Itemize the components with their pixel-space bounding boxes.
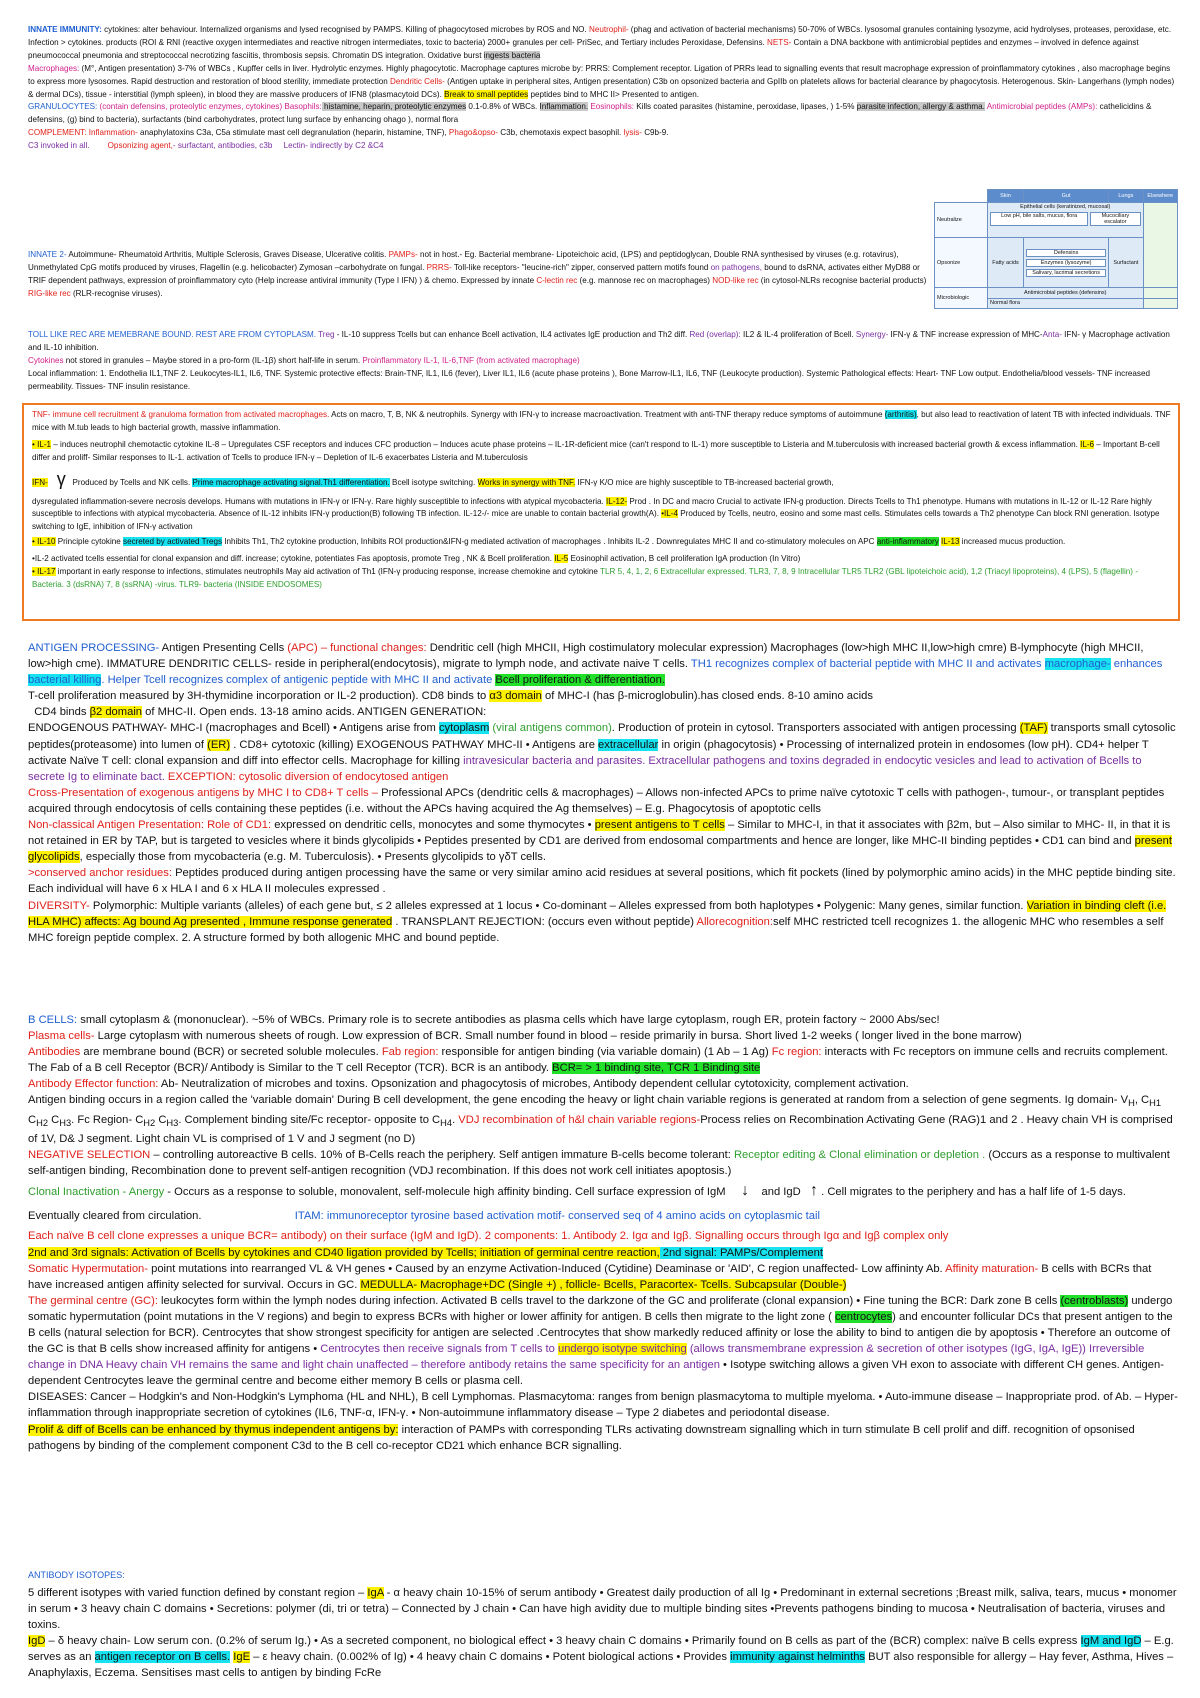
- innate-p3: GRANULOCYTES: (contain defensins, proteolytic enzymes, cytokines) Basophils: histamine, heparin, proteolytic enzymes 0.1-0.8% of WBCs. Inflammation. Eosinophils: Kills coated parasites (histamine, peroxidase, lipases, ) 1-5% parasite infection, allergy & asthma. Antimicrobial peptides (AMPs): cathelicidins & defensins, (g) bind to bacteria), surfactants (bind carbohydrates, protect lung surface by enhancing ohago ), normal flora: [28, 102, 1152, 125]
- mini-table-cell: Antimicrobial peptides (defensins): [988, 288, 1144, 298]
- bcells-p4: Antibody Effector function: Ab- Neutralization of microbes and toxins. Opsonization and phagocytosis of microbes, Antibody dependent cellular cytotoxicity, complement activation.: [28, 1078, 909, 1091]
- innate-p1: INNATE IMMUNITY: cytokines: alter behaviour. Internalized organisms and lysed recognised by PAMPS. Killing of phagocytosed microbes by ROS and NO. Neutrophil- (phag and activation of bacterial mechanisms) 50-70% of WBCs. lysosomal granules containing lysozyme, acid hydrolyses, proteases, peroxidase, etc. Infection > cytokines. products (ROI & RNI (reactive oxygen intermediates and reactive nitrogen intermediates, toxic to bacteria) 2000+ granules per cell- PriSec, and Tertiary includes Peroxidase, Defensins. NETS- Contain a DNA backbone with antimicrobial peptides and enzymes – involved in defence against pneumococcal pneumonia and streptococcal necrotizing fasciitis, thrombosis sepsis. Chromatin DS integration. Oxidative burst ingests bacteria: [28, 25, 1172, 60]
- bcells-p9: 2nd and 3rd signals: Activation of Bcells by cytokines and CD40 ligation provided by Tcells; initiation of germinal centre reaction, 2nd signal: PAMPs/Complement: [28, 1246, 823, 1259]
- mini-table-header: Elsewhere: [1143, 190, 1178, 203]
- mini-table-cell: Low pH, bile salts, mucus, flora: [990, 212, 1088, 226]
- innate2-p1: INNATE 2- Autoimmune- Rheumatoid Arthritis, Multiple Sclerosis, Graves Disease, Ulcerative colitis. PAMPs- not in host.- Eg. Bacterial membrane- Lipoteichoic acid, (LPS) and peptidoglycan, Double RNA synthesised by viruses (e.g. rotavirus), Unmethylated CpG motifs produced by viruses, Flagellin (e.g. helicobacter) Zymosan –carbohydrate on fungal. PRRS- Toll-like receptors- "leucine-rich" zipper, conserved pattern motifs found on pathogens, bound to dsRNA, activates either MyD88 or TRIF dependent pathways, expression of proinflammatory cyto (Help increase antiviral immunity (Type I IFN) ) & chemo. Expressed by innate C-lectin rec (e.g. mannose rec on macrophages) NOD-like rec (in cytosol-NLRs recognise bacterial products) RIG-like rec (RLR-recognise viruses).: [28, 250, 927, 298]
- bcells-p10: Somatic Hypermutation- point mutations into rearranged VL & VH genes • Caused by an enzyme Activation-Induced (Cytidine) Deaminase or 'AID', C region unaffected- Low affininty Ab. Affinity maturation- B cells with BCRs that have increased antigen affinity selected for survival. Occurs in GC. MEDULLA- Macrophage+DC (Single +) , follicle- Bcells, Paracortex- Tcells. Subcapsular (Double-): [28, 1262, 1152, 1291]
- innate-2-section: [28, 249, 928, 301]
- mini-table-row-label: Neutralize: [935, 202, 988, 237]
- mini-table-header: Lungs: [1109, 190, 1143, 203]
- isotypes-title: ANTIBODY ISOTOPES:: [28, 1570, 125, 1580]
- innate2-p2: TOLL LIKE REC ARE MEMEBRANE BOUND. REST ARE FROM CYTOPLASM. Treg - IL-10 suppress Tcells but can enhance Bcell activation, IL4 activates IgE production and Th2 diff. Red (overlap): IL2 & IL-4 proliferation of Bcell. Synergy- IFN-γ & TNF increase expression of MHC-Anta- IFN- γ Macrophage activation and IL-10 inhibition.: [28, 330, 1170, 352]
- innate-p2: Macrophages: (M°, Antigen presentation) 3-7% of WBCs , Kupffer cells in liver. Hydrolytic enzymes. Highly phagocytotic. Macrophage captures microbe by: PRRS: Complement receptor. Ligation of PRRs lead to signalling events that result macrophage expression of proinflammatory cytokines , also macrophage begins to express more lysosomes. Rapid destruction and restoration of blood sterility, immediate protection Dendritic Cells- (Antigen uptake in peripheral sites, Antigen presentation) C3b on opsonized bacteria and GpIIb on platelets allows for bacterial clearance by phagocytosis. Heterogenous. Skin- Langerhans (lymph nodes) & dermal DCs), tissue - interstitial (lymph spleen), in blood they are massive producers of IFN8 (plasmacytoid DCs). Break to small peptides peptides bind to MHC II> Presented to antigen.: [28, 63, 1175, 99]
- il2-paragraph: •IL-2 activated tcells essential for clonal expansion and diff. increase; cytokine, potentiates Fas apoptosis, promote Treg , NK & Bcell proliferation. IL-5 Eosinophil activation, B cell proliferation IgA production (In Vitro): [32, 554, 801, 564]
- antigen-p7: >conserved anchor residues: Peptides produced during antigen processing have the same or very similar amino acid residues at several positions, which fit pockets (lined by polymorphic amino acids) in the MHC peptide binding site. Each individual will have 6 x HLA I and 6 x HLA II molecules expressed .: [28, 867, 1176, 896]
- antigen-p2: T-cell proliferation measured by 3H-thymidine incorporation or IL-2 production). CD8 binds to α3 domain of MHC-I (has β-microglobulin).has closed ends. 8-10 amino acids: [28, 690, 873, 703]
- bcells-p5: Antigen binding occurs in a region called the 'variable domain' During B cell development, the gene encoding the heavy or light chain variable regions is generated at random from a selection of gene segments. Ig domain- $V_H$, $C_{H1}$ $C_{H2}$ $C_{H3}$. Fc Region- $C_{H2}$ $C_{H3}$. Complement binding site/Fc receptor- opposite to $C_{H4}$. VDJ recombination of h&l chain variable regions-Process relies on Recombination Activating Gene (RAG)1 and 2 . Heavy chain VH is comprised of 1V, D& J segment. Light chain VL is comprised of 1 V and J segment (no D): [28, 1094, 1173, 1146]
- bcells-p1: B CELLS: small cytoplasm & (mononuclear). ~5% of WBCs. Primary role is to secrete antibodies as plasma cells which have large cytoplasm, rough ER, protein factory ~ 2000 Abs/sec!: [28, 1014, 940, 1026]
- bcells-p6: NEGATIVE SELECTION – controlling autoreactive B cells. 10% of B-Cells reach the periphery. Self antigen immature B-cells become tolerant: Receptor editing & Clonal elimination or depletion . (Occurs as a response to multivalent self-antigen binding, Recombination done to prevent self-antigen recognition (VDJ recombination. If this does not work cell initiates apoptosis.): [28, 1149, 1170, 1178]
- mini-table-cell: Salivary, lacrimal secretions: [1026, 269, 1106, 277]
- il10-paragraph: • IL-10 Principle cytokine secreted by activated Tregs Inhibits Th1, Th2 cytokine production, Inhibits ROI production&IFN-g mediated activation of macrophages . Inhibits IL-2 . Downregulates MHC II and co-stimulatory molecules on APC anti-inflammatory IL-13 increased mucus production.: [32, 537, 1066, 547]
- il12-paragraph: dysregulated inflammation-severe necrosis develops. Humans with mutations in IFN-γ or IFN-γ. Rare highly susceptible to infections with atypical mycobacteria. IL-12- Prod . In DC and macro Crucial to activate IFN-g production. Directs Tcells to Th1 phenotype. Humans with mutations in IL-12 or IL-12 Rare highly susceptible to infections with atypical mycobacteria. Absence of IL-12 inhibits IFN-γ production(B) following TB infection. IL-12-/- mice are unable to contain bacterial growth(A). •IL-4 Produced by Tcells, neutro, eosino and some mast cells. Stimulates cells towards a Th2 phenotype Can block RNI generation. Isotype switching to IgE, inhibition of IFN-γ activation: [32, 496, 1160, 532]
- innate2-p4: Local inflammation: 1. Endothelia IL1,TNF 2. Leukocytes-IL1, IL6, TNF. Systemic protective effects: Brain-TNF, IL1, IL6 (fever), Liver IL1, IL6 (acute phase proteins ), Bone Marrow-IL1, IL6, TNF (Leukocyte production). Systemic Pathological effects: Heart- TNF Low output. Endothelia/blood vessels- TNF increased permeability. Tissues- TNF insulin resistance.: [28, 368, 1150, 391]
- mini-table-cell: Enzymes (lysozyme): [1026, 259, 1106, 267]
- bcells-p3: Antibodies are membrane bound (BCR) or secreted soluble molecules. Fab region: responsible for antigen binding (via variable domain) (1 Ab – 1 Ag) Fc region: interacts with Fc receptors on immune cells and recruits complement. The Fab of a B cell Receptor (BCR)/ Antibody is Similar to the T cell Receptor (TCR). BCR is an antibody. BCR= > 1 binding site, TCR 1 Binding site: [28, 1046, 1168, 1075]
- innate2-title: INNATE 2-: [28, 250, 67, 259]
- mini-table-header: Skin: [988, 190, 1024, 203]
- antibody-isotopes-body: [28, 1585, 1178, 1682]
- mini-table-cell: Epithelial cells (keratinized, mucosal): [1020, 203, 1111, 210]
- innate-2-section-b: [28, 329, 1178, 394]
- tnf-paragraph: TNF- immune cell recruitment & granuloma formation from activated macrophages. Acts on macro, T, B, NK & neutrophils. Synergy with IFN-γ to increase macroactivation. Treatment with anti-TNF therapy reduce symptoms of autoimmune (arthritis), but also lead to reactivation of latent TB with infected individuals. TNF mice with M.tub leads to high bacterial growth, massive inflammation.: [32, 410, 1171, 432]
- innate-p5: C3 invoked in all. Opsonizing agent,- surfactant, antibodies, c3b Lectin- indirectly by C2 &C4: [28, 141, 384, 151]
- bcells-p12: DISEASES: Cancer – Hodgkin's and Non-Hodgkin's Lymphoma (HL and NHL), B cell Lymphomas. Plasmacytoma: ranges from benign plasmacytoma to multiple myeloma. • Auto-immune disease – Inappropriate prod. of Ab. – Hyper-inflammation through inappropriate secretion of cytokines (IL6, TNF-α, IFN-γ. • Non-autoimmune inflammatory disease – Type 2 diabetes and periodontal disease.: [28, 1391, 1178, 1420]
- bcells-p2: Plasma cells- Large cytoplasm with numerous sheets of rough. Low expression of BCR. Small number found in blood – reside primarily in bursa. Short lived 1-2 weeks ( longer lived in the bone marrow): [28, 1030, 1022, 1043]
- mini-table-cell: Surfactant: [1109, 238, 1143, 288]
- ifn-paragraph: IFN- γ Produced by Tcells and NK cells. Prime macrophage activating signal.Th1 differentiation. Bcell isotype switching. Works in synergy with TNF. IFN-γ K/O mice are highly susceptible to TB-increased bacterial growth,: [32, 468, 834, 489]
- antigen-p3: CD4 binds β2 domain of MHC-II. Open ends. 13-18 amino acids. ANTIGEN GENERATION:: [34, 706, 487, 719]
- antigen-p4: ENDOGENOUS PATHWAY- MHC-I (macrophages and Bcell) • Antigens arise from cytoplasm (viral antigens common). Production of protein in cytosol. Transporters associated with antigen processing (TAF) transports small cytosolic peptides(proteasome) into lumen of (ER) . CD8+ cytotoxic (killing) EXOGENOUS PATHWAY MHC-II • Antigens are extracellular in origin (phagocytosis) • Processing of internalized protein in endosomes (low pH). CD4+ helper T activate Naïve T cell: clonal expansion and diff into effector cells. Macrophage for killing intravesicular bacteria and parasites. Extracellular pathogens and toxins degraded in endocytic vesicles and lead to activation of Bcells to secrete Ig to eliminate bact. EXCEPTION: cytosolic diversion of endocytosed antigen: [28, 722, 1176, 783]
- mini-table-cell: Fatty acids: [988, 238, 1024, 288]
- innate2-p3: Cytokines not stored in granules – Maybe stored in a pro-form (IL-1β) short half-life in serum. Proinflammatory IL-1, IL-6,TNF (from activated macrophage): [28, 355, 580, 365]
- antigen-p5: Cross-Presentation of exogenous antigens by MHC I to CD8+ T cells – Professional APCs (dendritic cells & macrophages) – Allows non-infected APCs to prime naïve cytotoxic T cells with pathogen-, tumour-, or transplant peptides acquired through endocytosis of cells containing these peptides (i.e. without the APCs having acquired the Ag themselves) – E.g. Phagocytosis of apoptotic cells: [28, 786, 1165, 815]
- mini-table-cell: Defensins: [1026, 249, 1106, 257]
- mini-table-header: Gut: [1024, 190, 1109, 203]
- antigen-title: ANTIGEN PROCESSING-: [28, 642, 160, 654]
- innate-immunity-section: [28, 24, 1178, 153]
- igd-ige-paragraph: IgD – δ heavy chain- Low serum con. (0.2% of serum Ig.) • As a secreted component, no biological effect • 3 heavy chain C domains • Primarily found on B cells as part of the (BCR) complex: naïve B cells express IgM and IgD – E.g. serves as an antigen receptor on B cells. IgE – ε heavy chain. (0.002% of Ig) • 4 heavy chain C domains • Potent biological actions • Provides immunity against helminths BUT also responsible for allergy – Hay fever, Asthma, Hives – Anaphylaxis, Eczema. Sensitises mast cells to antigen by binding FcRe: [28, 1635, 1174, 1680]
- bcells-p8: Each naïve B cell clone expresses a unique BCR= antibody) on their surface (IgM and IgD). 2 components: 1. Antibody 2. Igα and Igβ. Signalling occurs through Igα and Igβ complex only: [28, 1230, 949, 1243]
- mini-table-cell: Mucociliary escalator: [1090, 212, 1140, 226]
- bcells-p7: Clonal Inactivation - Anergy - Occurs as a response to soluble, monovalent, self-molecule high affinity binding. Cell surface expression of IgM ↓ and IgD ↑ . Cell migrates to the periphery and has a half life of 1-5 days. Eventually cleared from circulation. ITAM: immunoreceptor tyrosine based activation motif- conserved seq of 4 amino acids on cytoplasmic tail: [28, 1182, 1126, 1223]
- innate-title: INNATE IMMUNITY:: [28, 25, 102, 34]
- bcells-p13: Prolif & diff of Bcells can be enhanced by thymus independent antigens by: interaction of PAMPs with corresponding TLRs activating downstream signalling which in turn stimulate B cell prolif and diff. recognition of opsonised pathogens by binding of the complement component C3d to the B cell co-receptor CD21 which enhance BCR signalling.: [28, 1423, 1135, 1452]
- barrier-mini-table: [934, 189, 1178, 309]
- iga-paragraph: 5 different isotypes with varied function defined by constant region – IgA - α heavy chain 10-15% of serum antibody • Greatest daily production of all Ig • Predominant in external secretions ;Breast milk, saliva, tears, mucus • monomer in serum • 3 heavy chain C domains • Secretions: polymer (di, tri or tetra) – Connected by J chain • Can have high avidity due to multiple binding sites •Prevents pathogens binding to mucosa • Neutralisation of bacteria, viruses and toxins.: [28, 1587, 1177, 1632]
- antigen-p8: DIVERSITY- Polymorphic: Multiple variants (alleles) of each gene but, ≤ 2 alleles expressed at 1 locus • Co-dominant – Alleles expressed from both haplotypes • Polygenic: Many genes, similar function. Variation in binding cleft (i.e. HLA MHC) affects: Ag bound Ag presented , Immune response generated . TRANSPLANT REJECTION: (occurs even without peptide) Allorecognition:self MHC restricted tcell recognizes 1. the allogenic MHC who resembles a self MHC foreign peptide complex. 2. A structure formed by both allogenic MHC and bound peptide.: [28, 899, 1167, 944]
- antigen-p1: ANTIGEN PROCESSING- Antigen Presenting Cells (APC) – functional changes: Dendritic cell (high MHCII, High costimulatory molecular expression) Macrophages (low>high MHC II,low>high cmre) B-lymphocyte (high MHCII, low>high cme). IMMATURE DENDRITIC CELLS- reside in peripheral(endocytosis), migrate to lymph node, and activate naive T cells. TH1 recognizes complex of bacterial peptide with MHC II and activates macrophage- enhances bacterial killing. Helper Tcell recognizes complex of antigenic peptide with MHC II and activate Bcell proliferation & differentiation.: [28, 642, 1163, 687]
- bcells-title: B CELLS:: [28, 1014, 78, 1026]
- antigen-processing-section: [28, 640, 1178, 946]
- mini-table-row-label: Opsonize: [935, 238, 988, 288]
- bcells-p11: The germinal centre (GC): leukocytes form within the lymph nodes during infection. Activated B cells travel to the darkzone of the GC and proliferate (clonal expansion) • Fine tuning the BCR: Dark zone B cells (centroblasts) undergo somatic hypermutation (point mutations in the V regions) and begin to express BCRs with higher or lower affinity for antigen. B cells then migrate to the light zone ( centrocytes) and encounter follicular DCs that present antigen to the B cells (natural selection for BCR). Centrocytes that show strongest specificity for antigen are selected .Centrocytes that show markedly reduced affinity or lose the ability to bind to antigen die by apoptosis • Therefore an outcome of the GC is that B cells show increased affinity for antigens • Centrocytes then receive signals from T cells to undergo isotype switching (allows transmembrane expression & secretion of other isotypes (IgG, IgA, IgE)) Irreversible change in DNA Heavy chain VH remains the same and light chain unaffected – therefore antibody retains the same specificity for an antigen • Isotype switching allows a given VH exon to associate with different CH genes. Antigen-dependent Centrocytes leave the germinal centre and become either memory B cells or plasma cell.: [28, 1294, 1173, 1388]
- il1-paragraph: • IL-1 – induces neutrophil chemotactic cytokine IL-8 – Upregulates CSF receptors and induces CFC production – Induces acute phase proteins – IL-1R-deficient mice (can't respond to IL-1) more susceptible to Listeria and M.tuberculosis with increased bacterial growth & excess inflammation. IL-6 – Important B-cell differ and proliff- Similar responses to IL-1. activation of Tcells to produce IFN-γ – Depletion of IL-6 exacerbates Listeria and M.tuberculosis: [32, 439, 1160, 462]
- mini-table-cell: Normal flora: [988, 298, 1144, 308]
- antigen-p6: Non-classical Antigen Presentation: Role of CD1: expressed on dendritic cells, monocytes and some thymocytes • present antigens to T cells – Similar to MHC-I, in that it associates with β2m, but – Also similar to MHC- II, in that it is not retained in ER by TAP, but is targeted to vesicles where it binds glycolipids • Peptides presented by CD1 are derived from endosomal compartments and hence are longer, like MHC-II binding peptides • CD1 can bind and present glycolipids, especially those from mycobacteria (e.g. M. Tuberculosis). • Presents glycolipids to γδT cells.: [28, 819, 1172, 864]
- cytokine-box-text: [32, 409, 1172, 592]
- antibody-isotopes-section: [28, 1568, 1178, 1582]
- mini-table-row-label: Microbiologic: [935, 288, 988, 309]
- innate-p4: COMPLEMENT: Inflammation- anaphylatoxins C3a, C5a stimulate mast cell degranulation (heparin, histamine, TNF), Phago&opso- C3b, chemotaxis expect basophil. lysis- C9b-9.: [28, 128, 669, 138]
- b-cells-section: [28, 1012, 1178, 1454]
- il17-paragraph: • IL-17 important in early response to infections, stimulates neutrophils May aid activation of Th1 (IFN-γ producing response, increase chemokine and cytokine TLR 5, 4, 1, 2, 6 Extracellular expressed. TLR3, 7, 8, 9 Intracellular TLR5 TLR2 (GBL lipoteichoic acid), 1,2 (Triacyl lipoproteins), 4 (LPS), 5 (flagellin) - Bacteria. 3 (dsRNA) 7, 8 (ssRNA) -virus. TLR9- bacteria (INSIDE ENDOSOMES): [32, 567, 1138, 589]
